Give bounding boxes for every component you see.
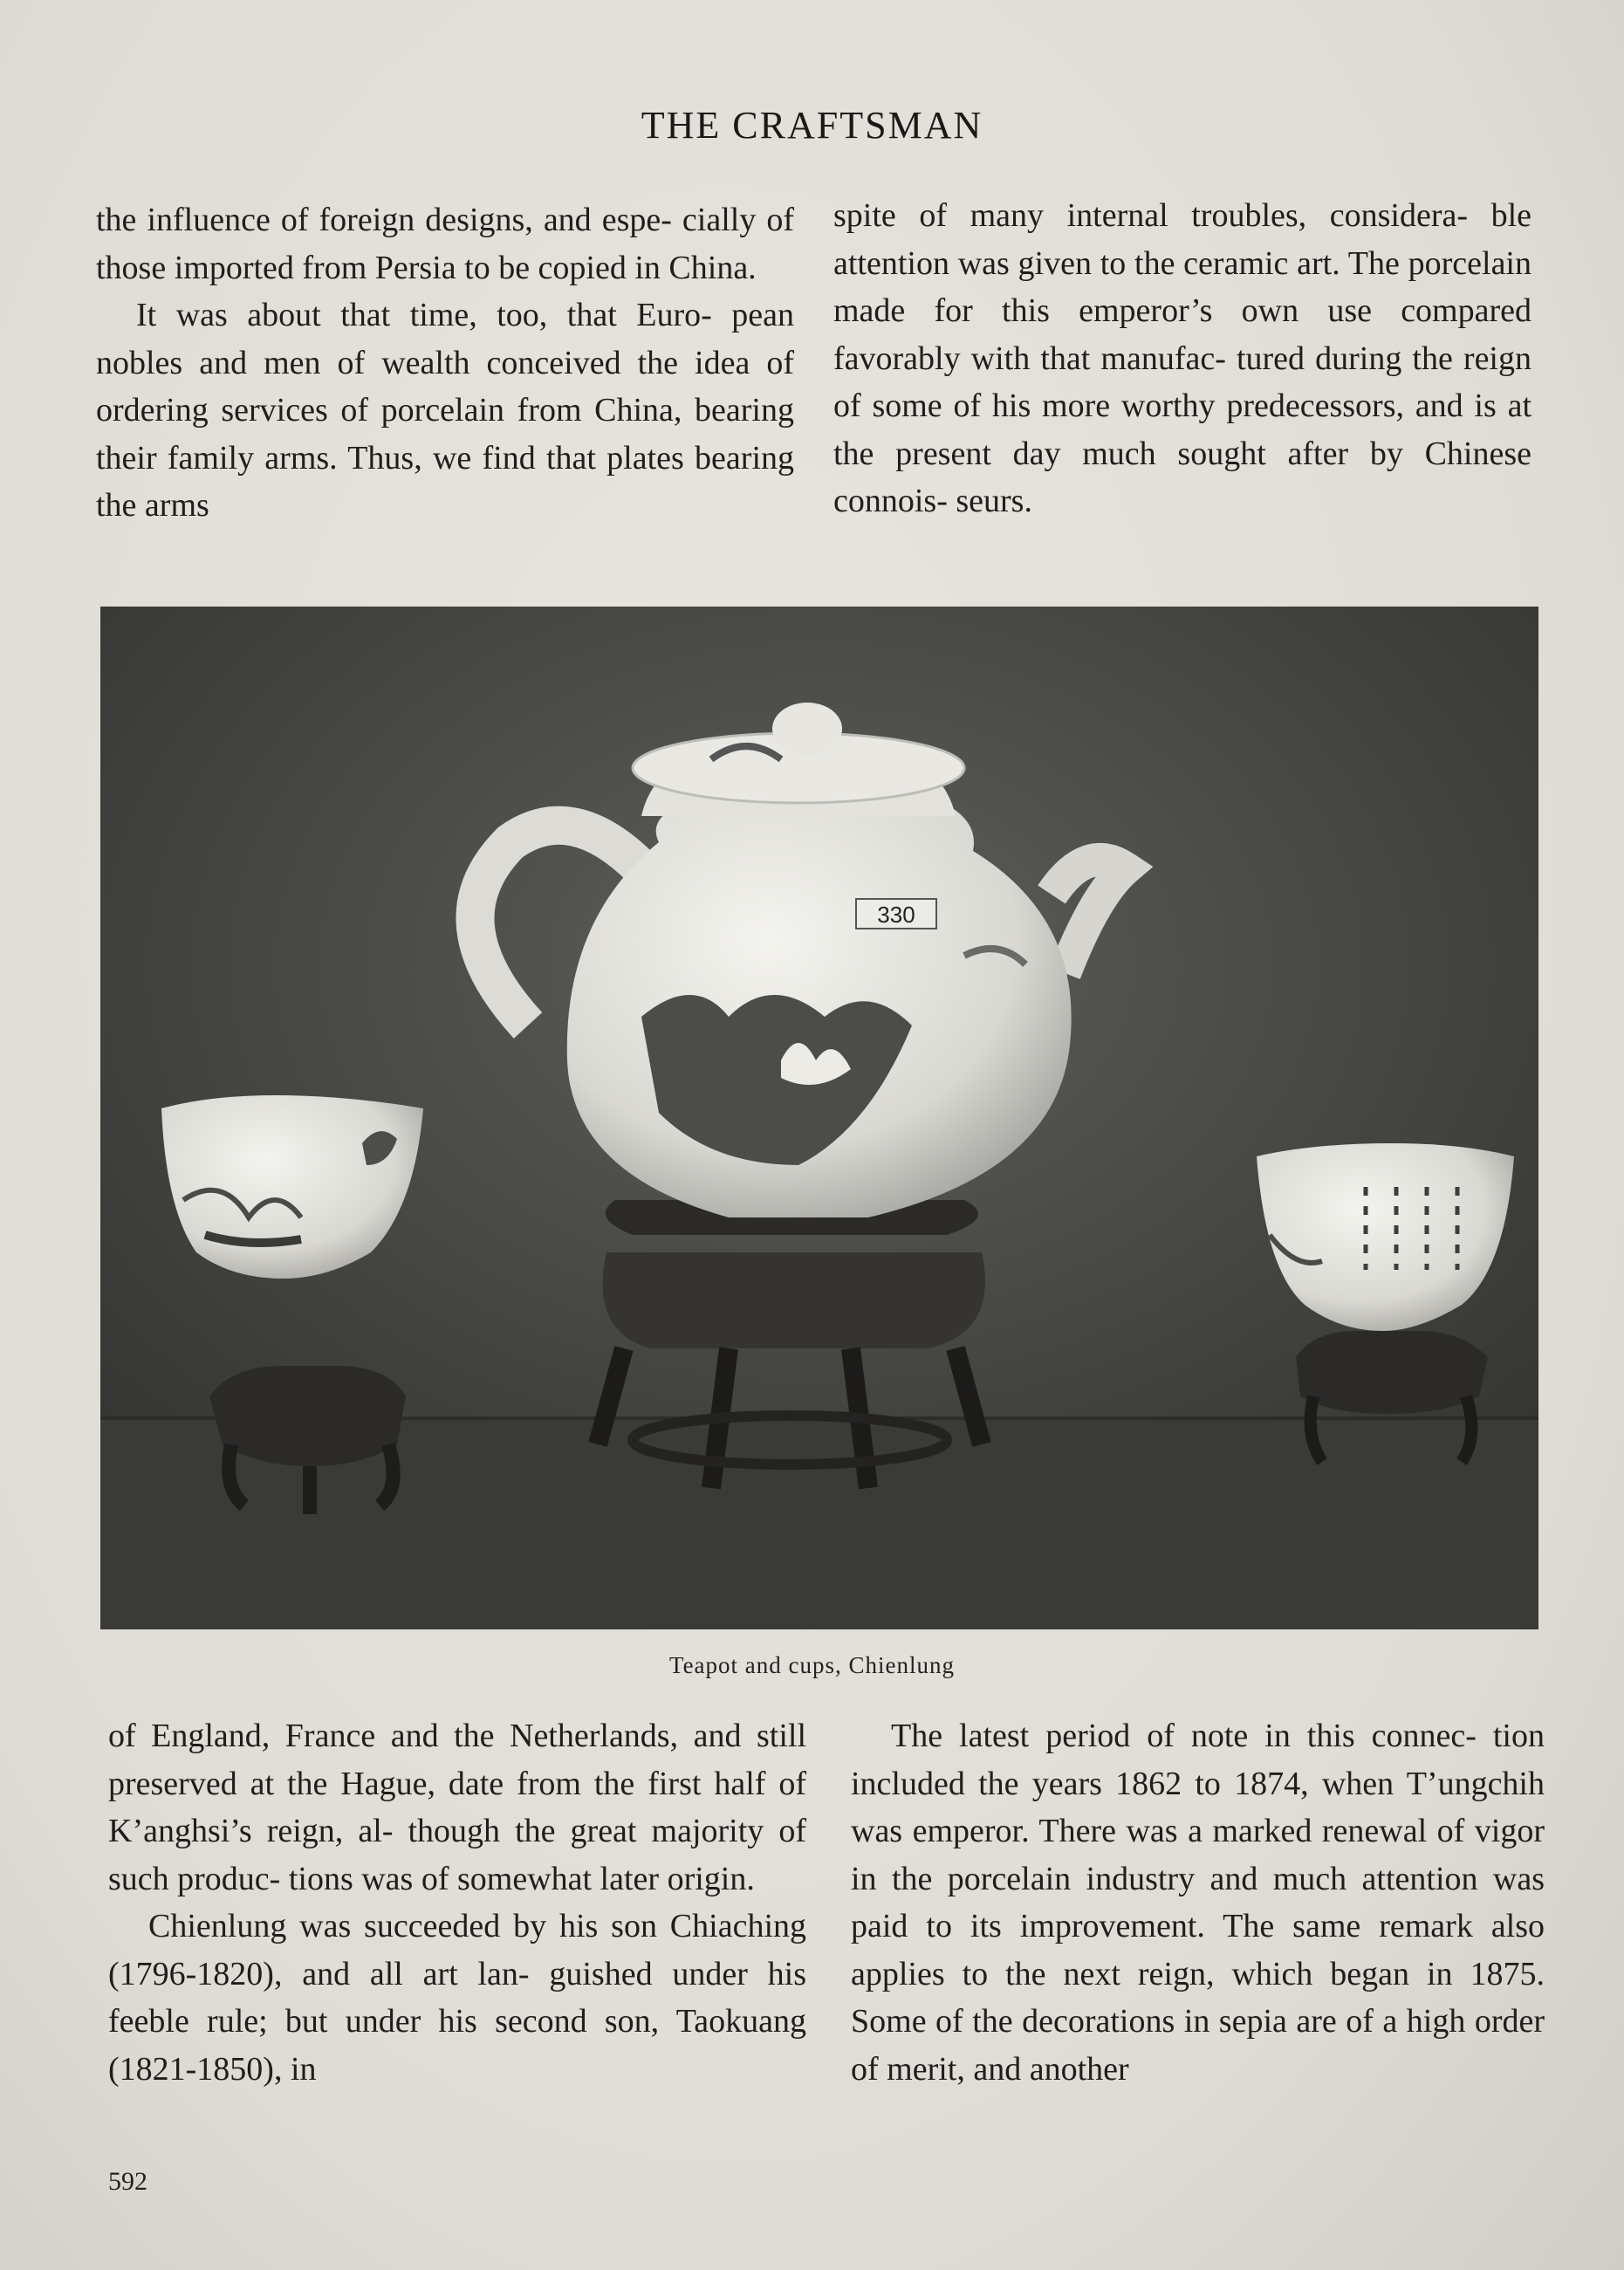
paragraph: Chienlung was succeeded by his son Chiaching (1796-1820), and all art lan- guished under his feeble rule; but under his second son, Taokuang (1821-1850), in [108, 1908, 806, 2088]
column-top-right [833, 192, 1531, 525]
teapot-label: 330 [877, 902, 915, 928]
photo-illustration [100, 607, 1538, 1629]
paragraph: It was about that time, too, that Euro- pean nobles and men of wealth conceived the idea of ordering services of porcelain from China, bearing their family arms. Thus, we find that plates bearing the arms [96, 297, 794, 524]
figure-caption: Teapot and cups, Chienlung [668, 1652, 956, 1678]
paragraph: the influence of foreign designs, and espe- cially of those imported from Persia to be copied in China. [96, 202, 794, 286]
column-top-left [96, 196, 794, 530]
column-bottom-left [108, 1712, 806, 2093]
paragraph: of England, France and the Netherlands, and still preserved at the Hague, date from the first half of K’anghsi’s reign, al- though the great majority of such produc- tions was of somewhat later origin. [108, 1718, 806, 1897]
teapot-photograph [100, 607, 1538, 1629]
paragraph: The latest period of note in this connec- tion included the years 1862 to 1874, when T’ungchih was emperor. There was a marked renewal of vigor in the porcelain industry and much attention was paid to its improvement. The same remark also applies to the next reign, which began in 1875. Some of the decorations in sepia are of a high order of merit, and another [851, 1718, 1545, 2088]
column-bottom-right [851, 1712, 1545, 2093]
running-head: THE CRAFTSMAN [641, 104, 983, 147]
paragraph: spite of many internal troubles, considera- ble attention was given to the ceramic art. The porcelain made for this emperor’s own use compared favorably with that manufac- tured during the reign of some of his more worthy predecessors, and is at the present day much sought after by Chinese connois- seurs. [833, 197, 1531, 519]
page-number: 592 [108, 2167, 147, 2196]
